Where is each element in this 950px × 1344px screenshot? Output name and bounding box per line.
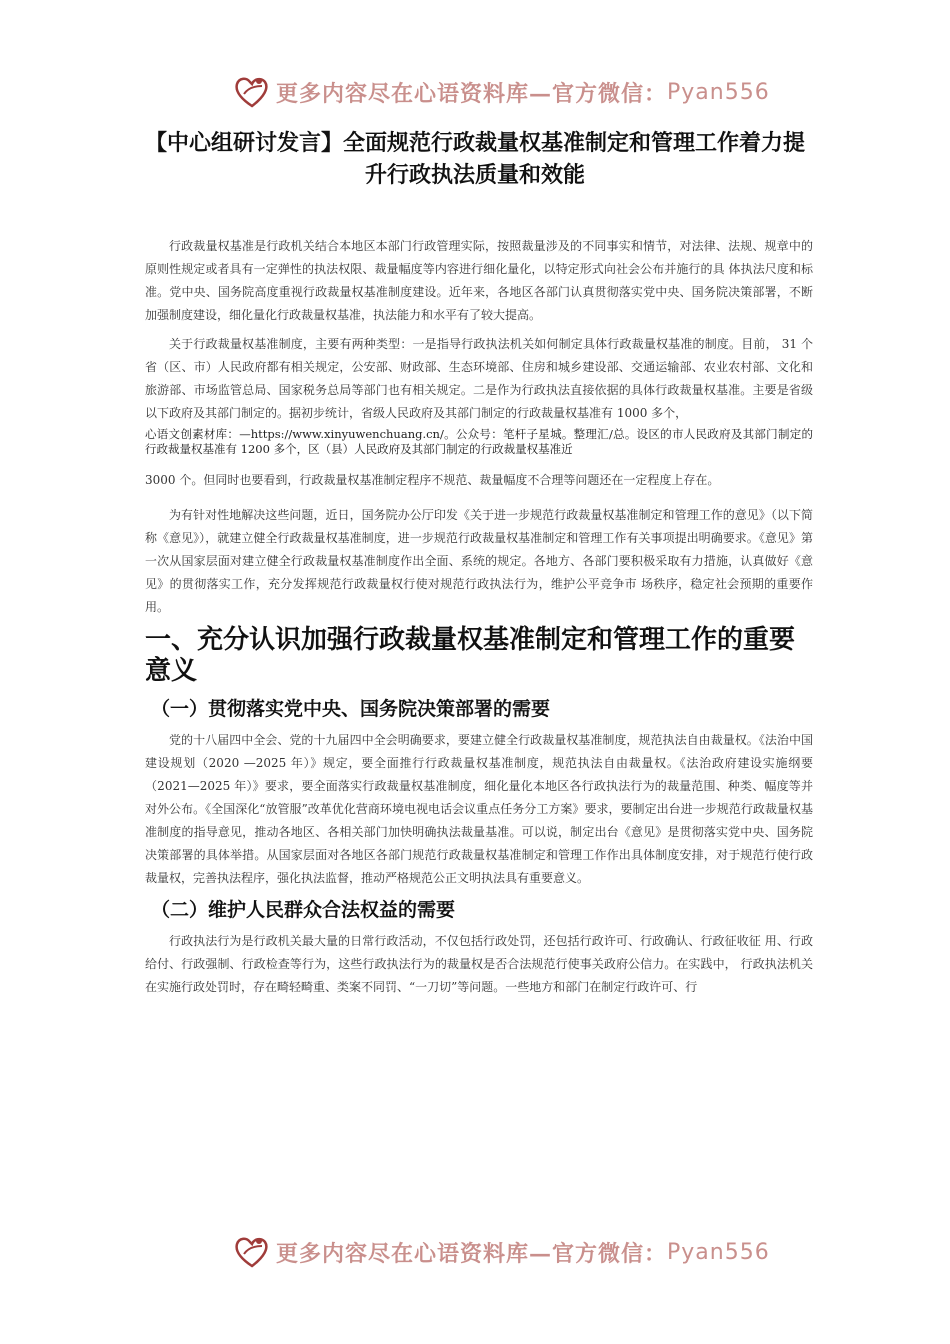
- banner-wechat-id: Pyan556: [667, 79, 770, 105]
- document-body: [145, 235, 813, 1005]
- paragraph: 关于行政裁量权基准制度，主要有两种类型：一是指导行政执法机关如何制定具体行政裁量权基准的制度。目前， 31 个省（区、市）人民政府都有相关规定，公安部、财政部、生态环境部、住房和城乡建设部、交通运输部、农业农村部、文化和旅游部、市场监管总局、国家税务总局等部门也有相关规定。二是作为行政执法直接依据的具体行政裁量权基准。主要是省级以下政府及其部门制定的。据初步统计，省级人民政府及其部门制定的行政裁量权基准有 1000 多个，: [145, 337, 813, 420]
- paragraph: 行政裁量权基准是行政机关结合本地区本部门行政管理实际，按照裁量涉及的不同事实和情节，对法律、法规、规章中的原则性规定或者具有一定弹性的执法权限、裁量幅度等内容进行细化量化，以特定形式向社会公布并施行的具 体执法尺度和标准。党中央、国务院高度重视行政裁量权基准制度建设。近年来，各地区各部门认真贯彻落实党中央、国务院决策部署，不断加强制度建设，细化量化行政裁量权基准，执法能力和水平有了较大提高。: [145, 239, 813, 322]
- subsection-heading: （二）维护人民群众合法权益的需要: [151, 899, 456, 921]
- header-banner: [232, 72, 770, 112]
- footer-banner: [232, 1232, 770, 1272]
- document-title: [100, 128, 850, 192]
- title-line-2: 升行政执法质量和效能: [364, 163, 585, 188]
- paragraph: 党的十八届四中全会、党的十九届四中全会明确要求，要建立健全行政裁量权基准制度，规范执法自由裁量权。《法治中国建设规划（2020 —2025 年）》规定，要全面推行行政裁量权基准制度，规范执法自由裁量权。《法治政府建设实施纲要（2021—2025 年）》要求，要全面落实行政裁量权基准制度，细化量化本地区各行政执法行为的裁量范围、种类、幅度等并对外公布。《全国深化“放管服”改革优化营商环境电视电话会议重点任务分工方案》要求，要制定出台进一步规范行政裁量权基准制度的指导意见，推动各地区、各相关部门加快明确执法裁量基准。可以说，制定出台《意见》是贯彻落实党中央、国务院决策部署的具体举措。从国家层面对各地区各部门规范行政裁量权基准制定和管理工作作出具体制度安排，对于规范行使行政裁量权，完善执法程序，强化执法监督，推动严格规范公正文明执法具有重要意义。: [145, 733, 813, 885]
- heart-logo-icon: [232, 72, 272, 112]
- paragraph: 3000 个。但同时也要看到，行政裁量权基准制定程序不规范、裁量幅度不合理等问题还在一定程度上存在。: [145, 473, 720, 487]
- banner-text: 更多内容尽在心语资料库—官方微信：: [276, 1240, 668, 1267]
- paragraph: 行政执法行为是行政机关最大量的日常行政活动，不仅包括行政处罚，还包括行政许可、行政确认、行政征收征 用、行政给付、行政强制、行政检查等行为，这些行政执法行为的裁量权是否合法规范行使事关政府公信力。在实践中， 行政执法机关在实施行政处罚时，存在畸轻畸重、类案不同罚、“一刀切”等问题。一些地方和部门在制定行政许可、行: [145, 934, 813, 994]
- subsection-heading: （一）贯彻落实党中央、国务院决策部署的需要: [151, 698, 551, 720]
- title-line-1: 【中心组研讨发言】全面规范行政裁量权基准制定和管理工作着力提: [144, 131, 805, 156]
- source-note: 心语文创素材库：—https://www.xinyuwenchuang.cn/。公众号：笔杆子星城。整理汇/总。设区的市人民政府及其部门制定的行政裁量权基准有 1200 多个，区（县）人民政府及其部门制定的行政裁量权基准近: [145, 427, 813, 456]
- heart-logo-icon: [232, 1232, 272, 1272]
- section-heading: 一、充分认识加强行政裁量权基准制定和管理工作的重要意义: [145, 625, 796, 686]
- banner-text: 更多内容尽在心语资料库—官方微信：: [276, 80, 668, 107]
- banner-wechat-id: Pyan556: [667, 1239, 770, 1265]
- paragraph: 为有针对性地解决这些问题，近日，国务院办公厅印发《关于进一步规范行政裁量权基准制定和管理工作的意见》（以下简称《意见》），就建立健全行政裁量权基准制度，进一步规范行政裁量权基准制定和管理工作有关事项提出明确要求。《意见》第一次从国家层面对建立健全行政裁量权基准制度作出全面、系统的规定。各地方、各部门要积极采取有力措施，认真做好《意见》的贯彻落实工作，充分发挥规范行政裁量权行使对规范行政执法行为，维护公平竞争市 场秩序，稳定社会预期的重要作用。: [145, 508, 813, 614]
